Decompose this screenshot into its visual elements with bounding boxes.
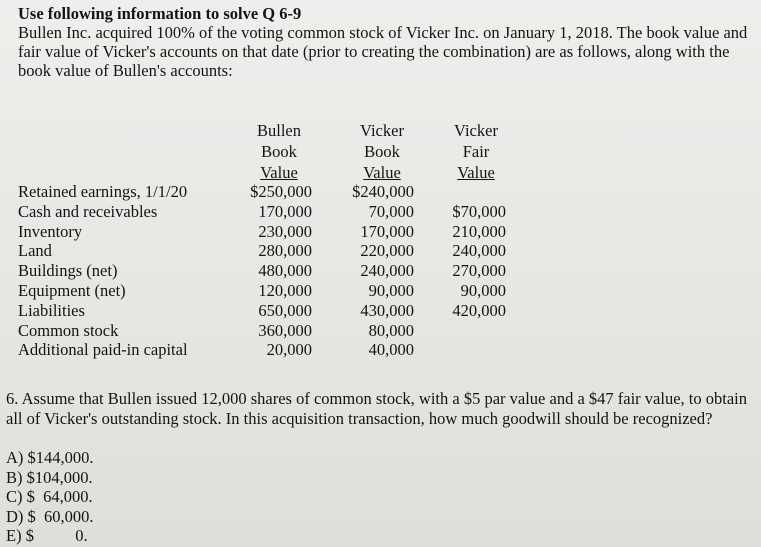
vicker-fair-values	[430, 182, 506, 360]
bullen-header	[250, 120, 308, 183]
bullen-values	[236, 182, 312, 360]
intro-paragraph: Bullen Inc. acquired 100% of the voting common stock of Vicker Inc. on January 1, 2018. The book value and fair value of Vicker's accounts on that date (prior to creating the combination) are as follows, along with the book value of Bullen's accounts:	[18, 23, 748, 80]
header-line: Book	[364, 142, 400, 161]
vicker-fair-cell: 240,000	[452, 241, 506, 261]
bullen-cell: 230,000	[258, 221, 312, 241]
vicker-fair-cell: $70,000	[452, 201, 506, 221]
vicker-book-cell: $240,000	[352, 182, 414, 201]
header-line: Fair	[462, 142, 490, 161]
bullen-cell: 480,000	[258, 261, 312, 281]
vicker-book-cell: 240,000	[360, 261, 414, 281]
row-label: Additional paid-in capital	[18, 340, 188, 360]
question-text: 6. Assume that Bullen issued 12,000 shares of common stock, with a $5 par value and a $47 fair value, to obtain all of Vicker's outstanding stock. In this acquisition transaction, how much goodwill should be recognized?	[6, 389, 747, 428]
bullen-cell: 360,000	[258, 320, 312, 340]
bullen-cell: 120,000	[258, 280, 312, 300]
row-label: Buildings (net)	[18, 261, 118, 281]
account-labels	[18, 182, 188, 360]
vicker-book-values	[338, 182, 414, 360]
vicker-fair-cell: 210,000	[452, 221, 506, 241]
vicker-book-cell: 430,000	[360, 300, 414, 320]
header-line: Book	[261, 142, 297, 161]
row-label: Land	[18, 241, 52, 261]
vicker-book-cell: 70,000	[368, 201, 414, 221]
choice-e[interactable]: E) $ 0.	[6, 526, 88, 546]
vicker-fair-cell	[430, 340, 506, 360]
vicker-book-cell: 220,000	[360, 241, 414, 261]
vicker-fair-cell	[430, 182, 506, 202]
row-label: Liabilities	[18, 300, 85, 320]
vicker-book-cell: 90,000	[368, 280, 414, 300]
vicker-book-cell: 170,000	[360, 221, 414, 241]
vicker-book-header	[351, 120, 413, 183]
row-label: Cash and receivables	[18, 201, 158, 221]
answer-choices	[6, 448, 94, 546]
row-label: Equipment (net)	[18, 280, 126, 300]
header-line: Vicker	[360, 121, 404, 140]
row-label: Retained earnings, 1/1/20	[18, 182, 188, 201]
choice-c[interactable]: C) $ 64,000.	[6, 487, 93, 507]
vicker-fair-header	[446, 120, 506, 183]
vicker-fair-cell	[430, 321, 506, 341]
bullen-cell: $250,000	[250, 182, 312, 201]
bullen-cell: 170,000	[258, 201, 312, 221]
bullen-cell: 280,000	[258, 241, 312, 261]
choice-a[interactable]: A) $144,000.	[6, 448, 94, 467]
header-line: Value	[457, 163, 495, 182]
vicker-fair-cell: 90,000	[460, 280, 506, 300]
vicker-book-cell: 40,000	[368, 340, 414, 360]
choice-d[interactable]: D) $ 60,000.	[6, 506, 94, 526]
header-line: Vicker	[454, 121, 498, 140]
bullen-cell: 20,000	[266, 340, 312, 360]
row-label: Common stock	[18, 320, 119, 340]
header-line: Bullen	[257, 121, 301, 140]
heading: Use following information to solve Q 6-9	[18, 4, 302, 23]
header-line: Value	[260, 163, 298, 182]
header-line: Value	[363, 163, 401, 182]
vicker-book-cell: 80,000	[368, 320, 414, 340]
choice-b[interactable]: B) $104,000.	[6, 467, 93, 487]
row-label: Inventory	[18, 221, 83, 241]
bullen-cell: 650,000	[258, 300, 312, 320]
vicker-fair-cell: 420,000	[452, 300, 506, 320]
vicker-fair-cell: 270,000	[452, 261, 506, 281]
